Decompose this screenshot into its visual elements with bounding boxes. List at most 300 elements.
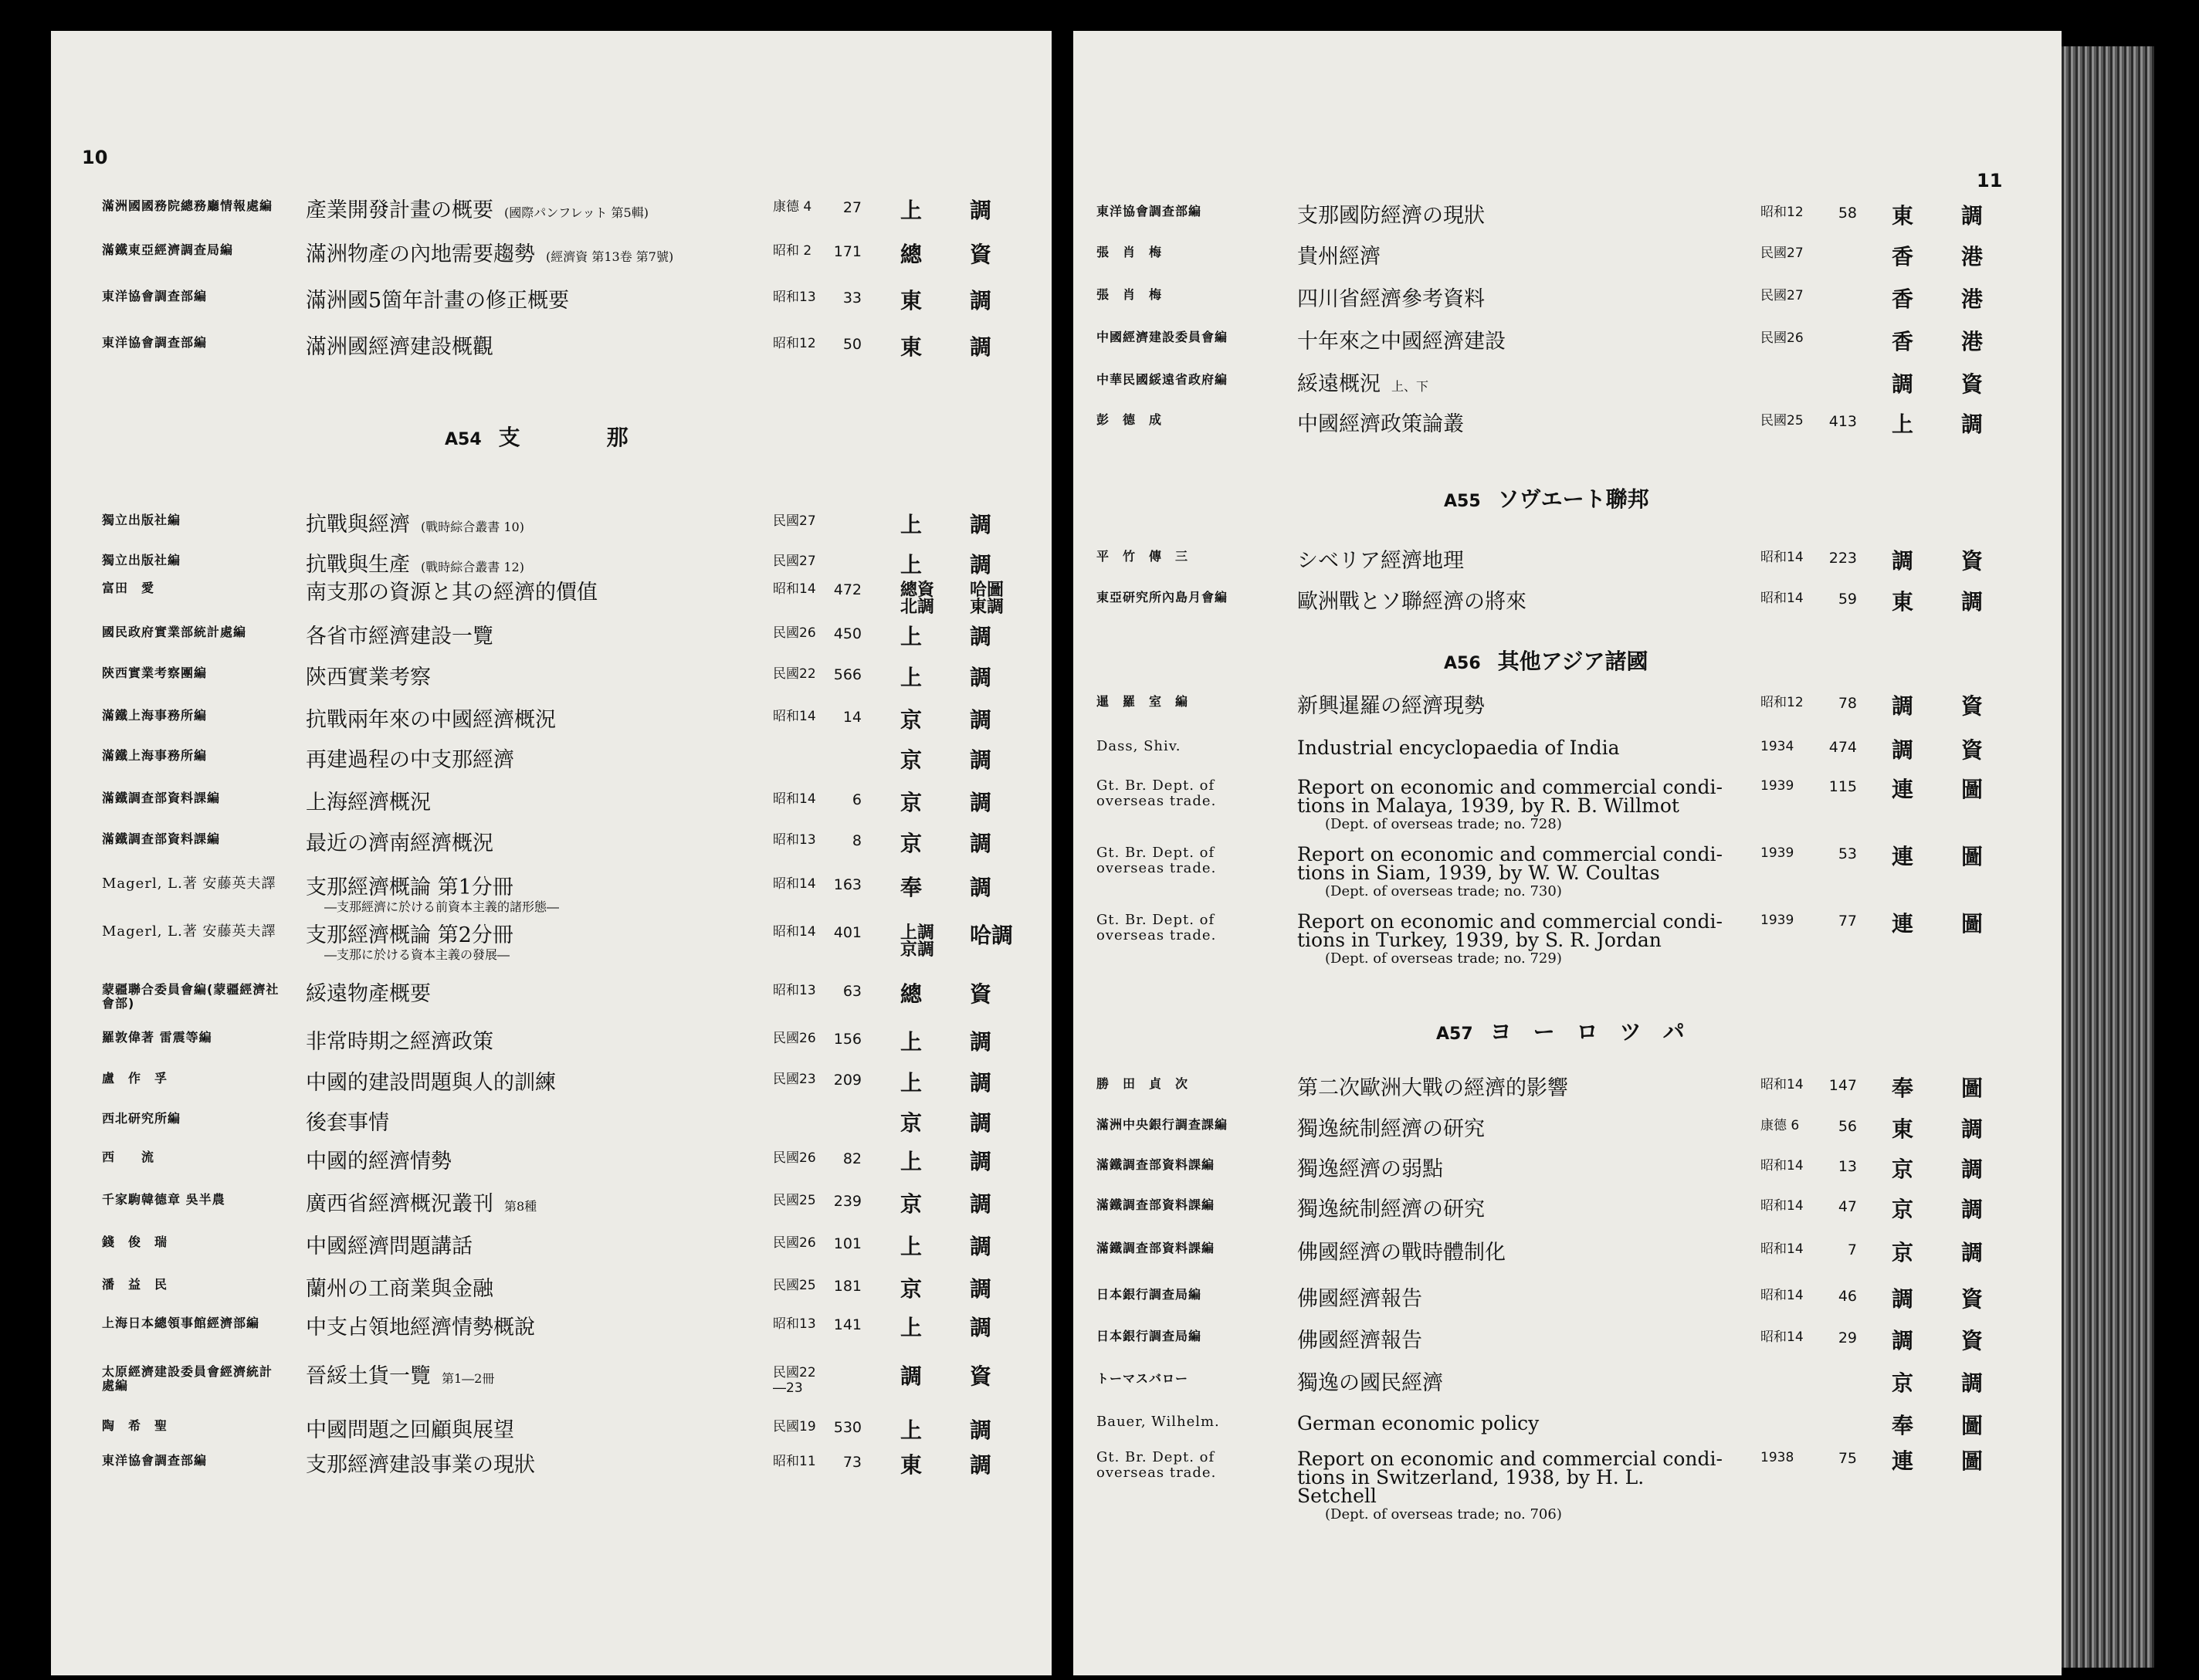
entry-pages: 14 xyxy=(842,709,862,726)
entry-department: 圖 xyxy=(1961,1075,1984,1101)
entry-title xyxy=(306,1031,493,1054)
entry-year: 1938 xyxy=(1760,1450,1794,1465)
section-title: ヨ ー ロ ツ パ xyxy=(1489,1019,1685,1045)
book-page-edges xyxy=(2062,46,2154,1668)
entry-location: 上 xyxy=(900,1149,923,1174)
entry-title-main: 抗戰與生產 xyxy=(306,553,410,577)
entry-title xyxy=(306,1454,535,1477)
entry-department: 調 xyxy=(1961,1116,1984,1142)
entry-department: 哈調 xyxy=(970,923,1014,948)
entry-year: 民國27 xyxy=(773,554,816,569)
section-heading xyxy=(1436,1015,1685,1046)
entry-author: Magerl, L.著 安藤英夫譯 xyxy=(102,876,276,892)
entry-department: 調 xyxy=(970,1110,992,1136)
entry-location: 奉 xyxy=(900,875,923,900)
entry-department: 資 xyxy=(1961,1328,1984,1353)
entry-author: 錢 俊 瑞 xyxy=(102,1235,168,1249)
entry-year: 昭和11 xyxy=(773,1454,816,1469)
entry-pages: 58 xyxy=(1838,205,1857,222)
entry-title xyxy=(1297,1329,1422,1353)
entry-department: 調 xyxy=(970,747,992,773)
entry-department: 調 xyxy=(970,552,992,578)
entry-year: 民國26 xyxy=(773,1150,816,1166)
entry-pages: 472 xyxy=(833,581,862,598)
entry-year: 昭和14 xyxy=(1760,1077,1804,1092)
entry-department: 調 xyxy=(970,1418,992,1443)
entry-department: 調 xyxy=(1961,589,1984,615)
entry-department: 調 xyxy=(970,665,992,690)
entry-year: 昭和13 xyxy=(773,832,816,848)
entry-author: 千家駒韓德章 吳半農 xyxy=(102,1192,225,1207)
entry-pages: 223 xyxy=(1828,550,1857,567)
entry-author: 東洋協會調查部編 xyxy=(102,1453,208,1468)
entry-pages: 63 xyxy=(842,983,862,1000)
entry-location: 京 xyxy=(900,831,923,856)
entry-title-main: 後套事情 xyxy=(306,1111,389,1135)
entry-pages: 171 xyxy=(833,243,862,260)
entry-author: 羅敦偉著 雷震等編 xyxy=(102,1030,212,1045)
entry-year: 昭和13 xyxy=(773,290,816,305)
entry-pages: 474 xyxy=(1828,739,1857,756)
entry-author: 張 肖 梅 xyxy=(1096,245,1163,259)
entry-year: 昭和14 xyxy=(773,581,816,597)
entry-year: 民國27 xyxy=(773,513,816,529)
entry-title-main: Industrial encyclopaedia of India xyxy=(1297,737,1620,759)
entry-year: 民國26 xyxy=(773,625,816,641)
entry-author: 日本銀行調查局編 xyxy=(1096,1329,1202,1343)
entry-title-main: 佛國經濟報告 xyxy=(1297,1329,1422,1353)
entry-subtitle: (戰時綜合叢書 12) xyxy=(421,560,524,574)
entry-title-main: Report on economic and commercial condi- tions in Malaya, 1939, by R. B. Willmot xyxy=(1297,776,1723,817)
entry-pages: 50 xyxy=(842,336,862,353)
entry-title xyxy=(1297,845,1723,901)
entry-title-main: 第二次歐洲大戰の經濟的影響 xyxy=(1297,1076,1568,1100)
entry-department: 調 xyxy=(970,1029,992,1055)
right-page xyxy=(1073,31,2062,1675)
entry-location: 香 xyxy=(1892,286,1914,312)
entry-author: Dass, Shiv. xyxy=(1096,738,1181,754)
entry-pages: 13 xyxy=(1838,1158,1857,1175)
entry-title-main: 滿洲國5箇年計畫の修正概要 xyxy=(306,289,570,313)
entry-title-main: 中國經濟政策論叢 xyxy=(1297,412,1464,436)
entry-title-main: 陝西實業考察 xyxy=(306,666,431,689)
entry-pages: 401 xyxy=(833,924,862,941)
entry-title xyxy=(1297,330,1506,354)
entry-location: 上 xyxy=(900,552,923,578)
entry-year: 昭和14 xyxy=(1760,1241,1804,1257)
entry-title-main: 綏遠概況 xyxy=(1297,372,1381,396)
entry-department: 調 xyxy=(970,790,992,815)
entry-title xyxy=(306,749,514,772)
section-heading xyxy=(1444,645,1648,676)
entry-title-main: 佛國經濟の戰時體制化 xyxy=(1297,1241,1506,1265)
entry-department: 圖 xyxy=(1961,1448,1984,1474)
entry-author: 富田 愛 xyxy=(102,581,155,595)
entry-author: Gt. Br. Dept. of overseas trade. xyxy=(1096,912,1217,943)
entry-title xyxy=(1297,1414,1539,1433)
entry-title-main: 產業開發計畫の概要 xyxy=(306,198,493,222)
entry-year: 昭和14 xyxy=(1760,550,1804,565)
entry-author: 平 竹 傳 三 xyxy=(1096,549,1189,564)
entry-location: 調 xyxy=(1892,371,1914,397)
entry-title-main: 最近の濟南經濟概況 xyxy=(306,832,493,855)
entry-location: 上 xyxy=(900,1070,923,1096)
entry-author: 勝 田 貞 次 xyxy=(1096,1076,1189,1091)
entry-year: 民國27 xyxy=(1760,246,1804,261)
entry-title-main: 中國的經濟情勢 xyxy=(306,1150,452,1174)
entry-department: 調 xyxy=(970,707,992,733)
entry-subtitle: 第1―2冊 xyxy=(442,1371,495,1386)
entry-author: 東洋協會調查部編 xyxy=(102,335,208,350)
entry-year: 民國25 xyxy=(773,1193,816,1208)
entry-title-main: German economic policy xyxy=(1297,1412,1540,1434)
entry-author: Bauer, Wilhelm. xyxy=(1096,1414,1220,1430)
entry-title xyxy=(306,1193,537,1218)
entry-department: 調 xyxy=(1961,1370,1984,1396)
entry-department: 調 xyxy=(970,334,992,360)
entry-location: 上 xyxy=(900,1234,923,1259)
entry-subtitle: ―支那に於ける資本主義の發展― xyxy=(324,947,510,962)
entry-department: 調 xyxy=(970,1234,992,1259)
entry-title-main: 獨逸經濟の弱點 xyxy=(1297,1157,1443,1181)
page-number: 11 xyxy=(1977,170,2003,191)
entry-title-main: 蘭州の工商業與金融 xyxy=(306,1277,493,1301)
entry-location: 奉 xyxy=(1892,1413,1914,1438)
entry-author: 獨立出版社編 xyxy=(102,553,181,567)
entry-title xyxy=(1297,695,1485,718)
entry-department: 調 xyxy=(970,624,992,649)
entry-year: 1939 xyxy=(1760,778,1794,794)
entry-subtitle: ―支那經濟に於ける前資本主義的諸形態― xyxy=(324,899,560,914)
entry-author: 潘 益 民 xyxy=(102,1277,168,1292)
entry-title xyxy=(306,336,493,359)
entry-title xyxy=(306,1316,535,1340)
entry-title-main: 再建過程の中支那經濟 xyxy=(306,748,514,772)
entry-subtitle: (戰時綜合叢書 10) xyxy=(421,520,524,534)
entry-title xyxy=(306,243,673,269)
entry-department: 港 xyxy=(1961,329,1984,354)
entry-location: 上 xyxy=(900,1315,923,1340)
entry-title-main: 晉綏土貨一覽 xyxy=(306,1364,431,1388)
entry-department: 調 xyxy=(970,1149,992,1174)
entry-location: 京 xyxy=(1892,1157,1914,1182)
entry-title-main: 支那國防經濟の現狀 xyxy=(1297,204,1485,228)
entry-subtitle: (Dept. of overseas trade; no. 728) xyxy=(1325,816,1562,832)
entry-author: 中華民國綏遠省政府編 xyxy=(1096,372,1228,387)
entry-location: 調 xyxy=(1892,737,1914,763)
entry-location: 東 xyxy=(900,334,923,360)
entry-pages: 163 xyxy=(833,876,862,893)
entry-pages: 115 xyxy=(1828,778,1857,795)
entry-title xyxy=(1297,778,1723,834)
entry-department: 資 xyxy=(970,242,992,267)
entry-year: 昭和14 xyxy=(1760,591,1804,606)
entry-department: 資 xyxy=(1961,548,1984,574)
entry-title-main: Report on economic and commercial condi- tions in Siam, 1939, by W. W. Coultas xyxy=(1297,843,1723,884)
entry-title xyxy=(306,832,493,855)
entry-year: 昭和14 xyxy=(773,791,816,807)
entry-department: 資 xyxy=(1961,693,1984,719)
entry-year: 昭和12 xyxy=(1760,205,1804,220)
entry-department: 港 xyxy=(1961,244,1984,269)
entry-title xyxy=(306,709,556,732)
entry-title xyxy=(1297,1372,1443,1395)
entry-location: 東 xyxy=(900,288,923,313)
entry-department: 調 xyxy=(970,831,992,856)
entry-year: 1939 xyxy=(1760,845,1794,861)
entry-title-main: 獨逸統制經濟の研究 xyxy=(1297,1117,1485,1141)
entry-location: 調 xyxy=(1892,548,1914,574)
entry-year: 民國27 xyxy=(1760,288,1804,303)
entry-year: 民國25 xyxy=(773,1278,816,1293)
entry-title-main: 支那經濟概論 第1分冊 xyxy=(306,876,513,899)
entry-location: 連 xyxy=(1892,1448,1914,1474)
entry-author: 盧 作 孚 xyxy=(102,1071,168,1086)
entry-department: 調 xyxy=(1961,1197,1984,1222)
entry-title-main: 歐洲戰とソ聯經濟の將來 xyxy=(1297,590,1526,614)
section-code: A57 xyxy=(1436,1025,1473,1044)
entry-title xyxy=(306,1235,473,1258)
entry-title-main: 支那經濟建設事業の現狀 xyxy=(306,1453,535,1477)
entry-title xyxy=(1297,1198,1485,1221)
entry-department: 調 xyxy=(970,1070,992,1096)
entry-pages: 7 xyxy=(1847,1241,1857,1258)
entry-pages: 27 xyxy=(842,199,862,216)
entry-author: トーマスバロー xyxy=(1096,1371,1189,1386)
entry-year: 民國19 xyxy=(773,1419,816,1434)
entry-year: 昭和14 xyxy=(1760,1329,1804,1345)
entry-title-main: Report on economic and commercial condi- tions in Turkey, 1939, by S. R. Jordan xyxy=(1297,910,1723,951)
entry-department: 調 xyxy=(970,875,992,900)
entry-author: 國民政府實業部統計處編 xyxy=(102,625,247,639)
entry-department: 調 xyxy=(970,288,992,313)
entry-title xyxy=(1297,1158,1443,1181)
entry-department: 圖 xyxy=(1961,844,1984,869)
entry-subtitle: (Dept. of overseas trade; no. 730) xyxy=(1325,883,1562,899)
entry-author: 張 肖 梅 xyxy=(1096,287,1163,302)
entry-location: 調 xyxy=(1892,1286,1914,1312)
entry-title xyxy=(306,924,513,963)
entry-location: 上調 京調 xyxy=(900,923,935,960)
entry-year: 康德 4 xyxy=(773,199,812,215)
entry-location: 調 xyxy=(1892,693,1914,719)
entry-location: 京 xyxy=(900,1191,923,1217)
entry-location: 上 xyxy=(1892,412,1914,437)
entry-title xyxy=(1297,373,1428,398)
entry-author: 滿洲中央銀行調查課編 xyxy=(1096,1117,1228,1132)
entry-author: Gt. Br. Dept. of overseas trade. xyxy=(1096,777,1217,809)
entry-author: 上海日本總領事館經濟部編 xyxy=(102,1316,260,1330)
entry-location: 上 xyxy=(900,1029,923,1055)
entry-author: Gt. Br. Dept. of overseas trade. xyxy=(1096,1449,1217,1481)
entry-author: 滿鐵調查部資料課編 xyxy=(1096,1241,1215,1255)
entry-pages: 59 xyxy=(1838,591,1857,608)
entry-title xyxy=(1297,550,1464,573)
entry-year: 昭和13 xyxy=(773,983,816,998)
entry-location: 上 xyxy=(900,665,923,690)
entry-subtitle: 第8種 xyxy=(504,1199,537,1214)
entry-author: 東洋協會調查部編 xyxy=(102,289,208,303)
entry-department: 調 xyxy=(970,1452,992,1478)
entry-title xyxy=(306,876,559,915)
entry-department: 調 xyxy=(970,1315,992,1340)
entry-year: 民國25 xyxy=(1760,413,1804,428)
entry-title-main: 滿洲物產の內地需要趨勢 xyxy=(306,242,535,266)
entry-title xyxy=(306,554,524,579)
entry-title xyxy=(1297,739,1620,757)
entry-author: 日本銀行調查局編 xyxy=(1096,1287,1202,1302)
entry-title xyxy=(1297,1450,1723,1524)
entry-title-main: 綏遠物產概要 xyxy=(306,982,431,1006)
entry-title-main: 中國問題之回顧與展望 xyxy=(306,1418,514,1442)
section-code: A55 xyxy=(1444,492,1481,511)
entry-title-main: 獨逸統制經濟の研究 xyxy=(1297,1197,1485,1221)
entry-pages: 53 xyxy=(1838,845,1857,862)
entry-pages: 6 xyxy=(852,791,862,808)
entry-title-main: 支那經濟概論 第2分冊 xyxy=(306,923,513,947)
section-heading xyxy=(1444,483,1649,513)
entry-year: 民國22 xyxy=(773,666,816,682)
entry-title xyxy=(306,625,493,649)
entry-author: 中國經濟建設委員會編 xyxy=(1096,330,1228,344)
entry-title xyxy=(306,290,569,313)
entry-location: 總 xyxy=(900,981,923,1007)
entry-department: 調 xyxy=(970,512,992,537)
entry-author: 太原經濟建設委員會經濟統計處編 xyxy=(102,1364,273,1393)
entry-author: 滿鐵調查部資料課編 xyxy=(102,832,221,846)
entry-author: 滿鐵調查部資料課編 xyxy=(102,791,221,805)
entry-location: 上 xyxy=(900,624,923,649)
entry-title xyxy=(306,1278,493,1301)
entry-title-main: 獨逸の國民經濟 xyxy=(1297,1371,1443,1395)
left-page xyxy=(51,31,1052,1675)
entry-title xyxy=(1297,288,1485,311)
entry-author: 東亞研究所內島月會編 xyxy=(1096,590,1228,605)
entry-title xyxy=(306,1150,452,1174)
entry-location: 連 xyxy=(1892,844,1914,869)
entry-department: 調 xyxy=(970,198,992,223)
entry-title xyxy=(306,983,431,1006)
entry-pages: 78 xyxy=(1838,695,1857,712)
entry-pages: 82 xyxy=(842,1150,862,1167)
entry-title xyxy=(1297,246,1381,269)
entry-department: 資 xyxy=(1961,1286,1984,1312)
entry-pages: 75 xyxy=(1838,1450,1857,1467)
entry-title-main: 抗戰兩年來の中國經濟概況 xyxy=(306,708,556,732)
entry-location: 調 xyxy=(900,1363,923,1389)
entry-department: 調 xyxy=(1961,1157,1984,1182)
entry-title-main: 各省市經濟建設一覽 xyxy=(306,625,493,649)
entry-title-main: 四川省經濟參考資料 xyxy=(1297,287,1485,311)
entry-location: 東 xyxy=(1892,203,1914,229)
entry-title-main: 中國的建設問題與人的訓練 xyxy=(306,1071,556,1095)
entry-department: 資 xyxy=(970,981,992,1007)
entry-subtitle: (Dept. of overseas trade; no. 729) xyxy=(1325,950,1562,967)
entry-title-main: 貴州經濟 xyxy=(1297,245,1381,269)
entry-title xyxy=(1297,413,1464,436)
entry-location: 總 xyxy=(900,242,923,267)
entry-author: 滿鐵上海事務所編 xyxy=(102,708,208,723)
entry-author: 陶 希 聖 xyxy=(102,1418,168,1433)
entry-author: 西 流 xyxy=(102,1150,155,1164)
section-title: ソヴエート聯邦 xyxy=(1497,486,1649,512)
entry-title-main: 南支那の資源と其の經濟的價值 xyxy=(306,581,598,605)
entry-location: 京 xyxy=(1892,1240,1914,1265)
entry-department: 資 xyxy=(970,1363,992,1389)
entry-title xyxy=(306,513,524,539)
entry-author: Gt. Br. Dept. of overseas trade. xyxy=(1096,845,1217,876)
entry-title xyxy=(306,1112,389,1135)
section-title: 支 那 xyxy=(498,425,629,450)
entry-author: 暹 羅 室 編 xyxy=(1096,694,1189,709)
entry-pages: 46 xyxy=(1838,1288,1857,1305)
entry-location: 京 xyxy=(1892,1197,1914,1222)
entry-department: 圖 xyxy=(1961,1413,1984,1438)
entry-location: 香 xyxy=(1892,329,1914,354)
entry-pages: 141 xyxy=(833,1316,862,1333)
section-code: A54 xyxy=(445,430,482,449)
entry-subtitle: (國際パンフレット 第5輯) xyxy=(504,205,649,220)
entry-year: 民國26 xyxy=(773,1235,816,1251)
entry-pages: 181 xyxy=(833,1278,862,1295)
entry-department: 調 xyxy=(970,1191,992,1217)
entry-author: 滿洲國國務院總務廳情報處編 xyxy=(102,198,273,213)
entry-year: 昭和 2 xyxy=(773,243,812,259)
entry-year: 昭和14 xyxy=(773,709,816,724)
entry-year: 昭和14 xyxy=(1760,1158,1804,1174)
entry-author: 西北研究所編 xyxy=(102,1111,181,1126)
entry-pages: 8 xyxy=(852,832,862,849)
entry-pages: 73 xyxy=(842,1454,862,1471)
entry-subtitle: (Dept. of overseas trade; no. 706) xyxy=(1325,1506,1562,1522)
entry-title-main: 上海經濟概況 xyxy=(306,791,431,815)
section-heading xyxy=(445,421,629,452)
entry-title xyxy=(306,1072,556,1095)
entry-title-main: シベリア經濟地理 xyxy=(1297,549,1464,573)
entry-location: 東 xyxy=(1892,1116,1914,1142)
entry-department: 資 xyxy=(1961,737,1984,763)
entry-title-main: 中國經濟問題講話 xyxy=(306,1235,473,1258)
entry-year: 昭和12 xyxy=(773,336,816,351)
entry-title xyxy=(1297,205,1485,228)
entry-department: 資 xyxy=(1961,371,1984,397)
section-code: A56 xyxy=(1444,654,1481,673)
entry-year: 昭和12 xyxy=(1760,695,1804,710)
entry-department: 圖 xyxy=(1961,777,1984,802)
entry-pages: 29 xyxy=(1838,1329,1857,1346)
entry-year: 民國22 ―23 xyxy=(773,1365,816,1396)
entry-location: 上 xyxy=(900,1418,923,1443)
entry-title-main: 廣西省經濟概況叢刊 xyxy=(306,1192,493,1216)
entry-pages: 530 xyxy=(833,1419,862,1436)
entry-title xyxy=(1297,591,1526,614)
entry-year: 民國26 xyxy=(1760,330,1804,346)
entry-pages: 47 xyxy=(1838,1198,1857,1215)
entry-location: 總資 北調 xyxy=(900,580,935,617)
entry-title xyxy=(306,791,431,815)
entry-department: 調 xyxy=(1961,412,1984,437)
entry-author: 東洋協會調查部編 xyxy=(1096,204,1202,218)
entry-year: 1934 xyxy=(1760,739,1794,754)
entry-author: 滿鐵上海事務所編 xyxy=(102,748,208,763)
entry-author: 蒙疆聯合委員會編(蒙疆經濟社會部) xyxy=(102,982,280,1011)
entry-pages: 450 xyxy=(833,625,862,642)
section-title: 其他アジア諸國 xyxy=(1497,649,1648,674)
entry-pages: 209 xyxy=(833,1072,862,1089)
entry-title xyxy=(306,666,431,689)
page-number: 10 xyxy=(82,147,108,168)
entry-location: 調 xyxy=(1892,1328,1914,1353)
